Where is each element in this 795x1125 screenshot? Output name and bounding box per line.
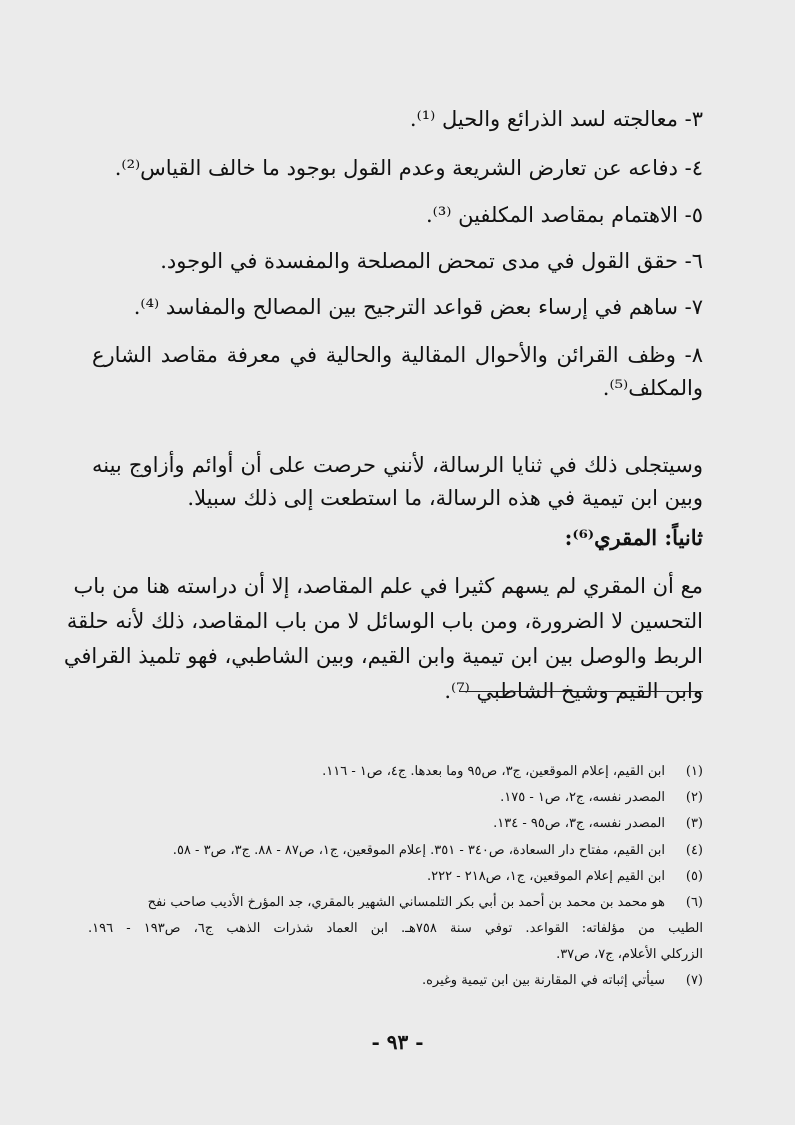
paragraph-line: الربط والوصل بين ابن تيمية وابن القيم، وبين الشاطبي، فهو تلميذ القرافي bbox=[63, 644, 703, 668]
footnote-text: هو محمد بن محمد بن أحمد بن أبي بكر التلمساني الشهير بالمقري، جد المؤرخ الأديب صاحب نفح bbox=[147, 895, 665, 910]
list-item-6: ٦- حقق القول في مدى تمحض المصلحة والمفسدة في الوجود. bbox=[160, 249, 703, 273]
paragraph-line: مع أن المقري لم يسهم كثيرا في علم المقاصد، إلا أن دراسته هنا من باب bbox=[73, 574, 703, 598]
list-item-7: ٧- ساهم في إرساء بعض قواعد الترجيح بين المصالح والمفاسد ⁽⁴⁾. bbox=[133, 295, 703, 319]
list-item-8-continuation: والمكلف⁽⁵⁾. bbox=[602, 376, 703, 400]
paragraph-line: وسيتجلى ذلك في ثنايا الرسالة، لأنني حرصت على أن أوائم وأزاوج بينه bbox=[92, 453, 703, 477]
list-item-4: ٤- دفاعه عن تعارض الشريعة وعدم القول بوجود ما خالف القياس⁽²⁾. bbox=[114, 156, 703, 180]
list-item-5: ٥- الاهتمام بمقاصد المكلفين ⁽³⁾. bbox=[426, 203, 703, 227]
paragraph-line: وبين ابن تيمية في هذه الرسالة، ما استطعت إلى ذلك سبيلا. bbox=[187, 486, 703, 510]
footnote-6-continuation: الطيب من مؤلفاته: القواعد. توفي سنة ٧٥٨هـ. ابن العماد شذرات الذهب ج٦، ص١٩٣ - ١٩٦. bbox=[88, 921, 704, 936]
footnote-number: (٣) bbox=[685, 816, 703, 831]
list-item-8: ٨- وظف القرائن والأحوال المقالية والحالية في معرفة مقاصد الشارع bbox=[92, 343, 703, 367]
footnote-text: المصدر نفسه، ج٢، ص١ - ١٧٥. bbox=[500, 790, 665, 805]
footnote-text: ابن القيم، مفتاح دار السعادة، ص٣٤٠ - ٣٥١. إعلام الموقعين، ج١، ص٨٧ - ٨٨. ج٣، ص٣ - ٥٨. bbox=[172, 843, 665, 858]
footnote-number: (٦) bbox=[685, 895, 703, 910]
footnote-text: ابن القيم إعلام الموقعين، ج١، ص٢١٨ - ٢٢٢. bbox=[427, 869, 665, 884]
section-heading: ثانياً: المقري⁽⁶⁾: bbox=[564, 525, 703, 550]
page-number: - ٩٣ - bbox=[371, 1030, 424, 1054]
footnote-text: ابن القيم، إعلام الموقعين، ج٣، ص٩٥ وما بعدها. ج٤، ص١ - ١١٦. bbox=[322, 764, 665, 779]
footnote-number: (١) bbox=[685, 764, 703, 779]
list-item-3: ٣- معالجته لسد الذرائع والحيل ⁽¹⁾. bbox=[409, 107, 703, 131]
paragraph-line: وابن القيم وشيخ الشاطبي ⁽⁷⁾. bbox=[444, 679, 703, 703]
paragraph-line: التحسين لا الضرورة، ومن باب الوسائل لا من باب المقاصد، ذلك لأنه حلقة bbox=[66, 609, 703, 633]
footnote-number: (٤) bbox=[685, 843, 703, 858]
footnote-number: (٥) bbox=[685, 869, 703, 884]
footnote-number: (٧) bbox=[685, 973, 703, 988]
footnote-number: (٢) bbox=[685, 790, 703, 805]
footnote-text: المصدر نفسه، ج٣، ص٩٥ - ١٣٤. bbox=[493, 816, 665, 831]
footnote-separator bbox=[459, 691, 703, 692]
footnote-6-continuation: الزركلي الأعلام، ج٧، ص٣٧. bbox=[556, 947, 703, 962]
footnote-text: سيأتي إثباته في المقارنة بين ابن تيمية وغيره. bbox=[421, 973, 665, 988]
